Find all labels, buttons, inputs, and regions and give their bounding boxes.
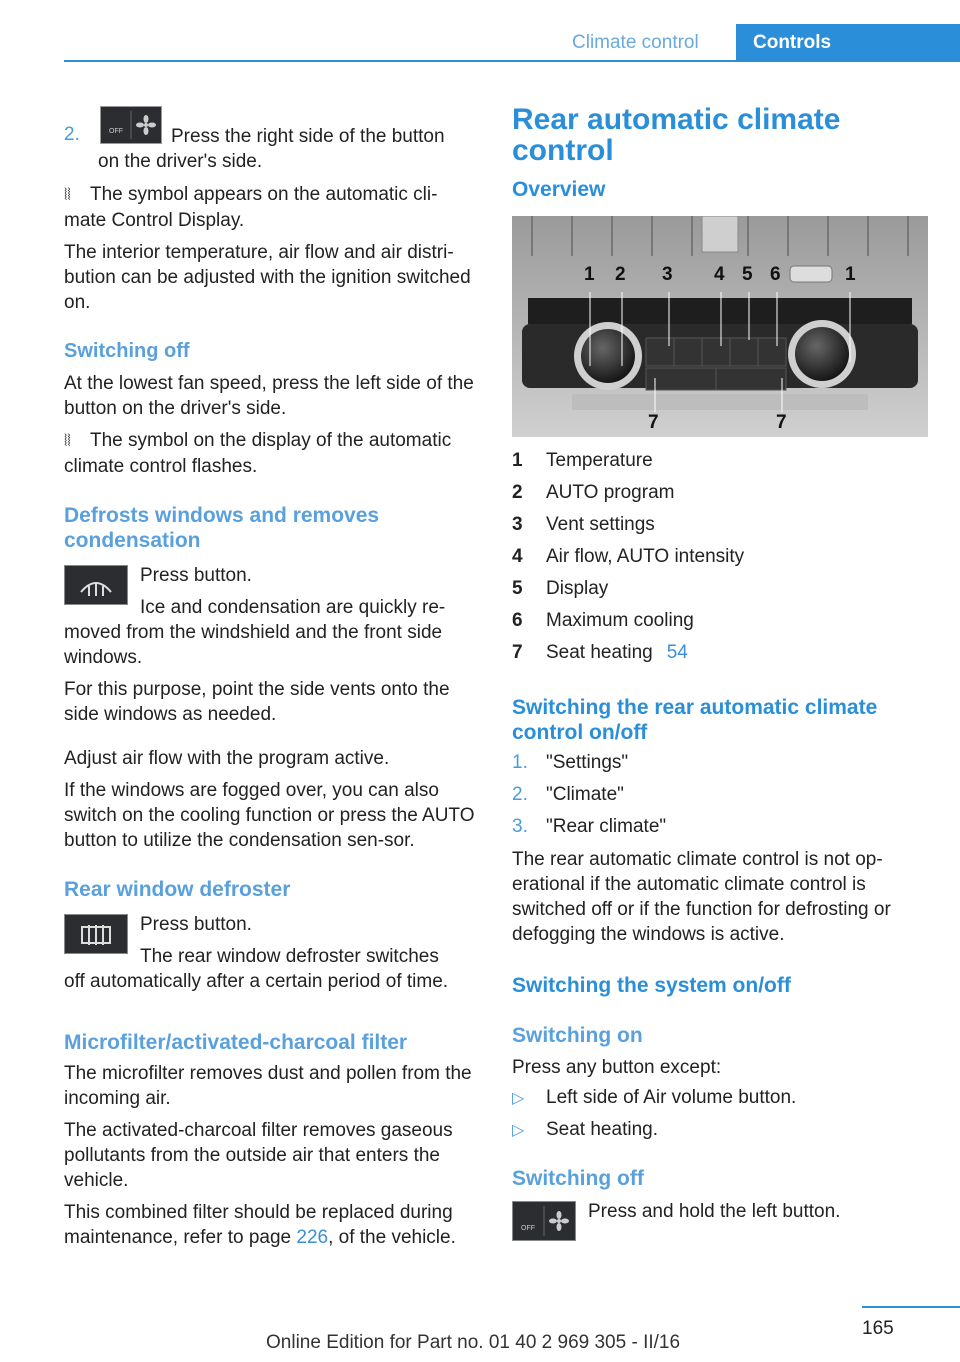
switching-on-paragraph: Press any button except: [512,1057,722,1078]
rear-defroster-heading: Rear window defroster [64,878,291,901]
microfilter-paragraph-3: This combined filter should be replaced during maintenance, refer to page 226, of the vehicle. [64,1202,456,1248]
defrost-paragraph-3: Adjust air flow with the program active. [64,748,390,769]
symbol-note-2: ⦚⦚ The symbol on the display of the automatic climate control flashes. [64,430,452,477]
figure-label-4: 4 [714,264,725,285]
heat-waves-icon: ⦚⦚ [64,433,71,450]
switching-off-paragraph-right: Press and hold the left button. [588,1201,841,1222]
figure-label-3: 3 [662,264,673,285]
footer-rule [862,1306,960,1308]
off-fan-button-icon [512,1201,576,1241]
legend-item: 5 Display [512,578,609,599]
system-onoff-heading: Switching the system on/off [512,974,791,997]
figure-label-5: 5 [742,264,753,285]
defrost-paragraph-4: If the windows are fogged over, you can also switch on the cooling function or press the AUTO button to utilize the condensation sen-sor. [64,780,475,851]
header-rule [64,60,960,62]
legend-list [512,445,928,669]
right-column [512,104,928,1247]
overview-heading: Overview [512,178,606,201]
step-2 [64,100,476,170]
legend-item: 2 AUTO program [512,482,675,503]
figure-label-7b: 7 [776,412,787,433]
symbol-note-1-cont: mate Control Display. [64,210,245,231]
switching-on-heading: Switching on [512,1024,643,1047]
rear-press: Press button. [140,914,252,935]
legend-item: 1 Temperature [512,450,653,471]
rear-climate-panel-figure [512,216,928,437]
switching-off-heading-right: Switching off [512,1167,644,1190]
microfilter-paragraph-1: The microfilter removes dust and pollen from the incoming air. [64,1063,472,1109]
step-item: 3. "Rear climate" [512,816,667,837]
rear-onoff-heading: Switching the rear automatic climate control on/off [512,696,878,744]
bullet-item: ▷ Seat heating. [512,1119,658,1140]
page-link-54[interactable]: 54 [666,642,688,663]
defrost-paragraph-1-cont: moved from the windshield and the front side windows. [64,622,443,668]
chapter-tab [736,24,960,62]
figure-label-2: 2 [615,264,626,285]
svg-text:OFF: OFF [521,1225,535,1232]
rear-climate-title: Rear automatic climate control [512,103,841,167]
legend-item: 6 Maximum cooling [512,610,694,631]
svg-text:OFF: OFF [109,128,123,135]
rear-defrost-button-icon [64,914,128,954]
left-column [64,100,476,1250]
page-header [0,0,960,62]
defrost-heading: Defrosts windows and removes condensation [64,504,380,552]
step-item: 2. "Climate" [512,784,624,805]
microfilter-heading: Microfilter/activated-charcoal filter [64,1031,408,1054]
page-link-226[interactable]: 226 [296,1227,329,1248]
step-item: 1. "Settings" [512,752,629,773]
page-number: 165 [862,1318,894,1339]
bullet-item: ▷ Left side of Air volume button. [512,1087,797,1108]
defrost-press: Press button. [140,565,252,586]
chapter-tab-label: Controls [753,32,832,53]
triangle-bullet-icon: ▷ [512,1090,525,1107]
defrost-paragraph-1: Ice and condensation are quickly re- [140,597,446,618]
legend-item: 7 Seat heating 54 [512,642,688,663]
interior-paragraph: The interior temperature, air flow and air distri-bution can be adjusted with the ignition switched on. [64,242,471,313]
triangle-bullet-icon: ▷ [512,1122,525,1139]
step-2-text-cont: on the driver's side. [98,151,263,172]
windshield-defrost-button-icon [64,565,128,605]
microfilter-paragraph-2: The activated-charcoal filter removes gaseous pollutants from the outside air that enters the vehicle. [64,1120,453,1191]
step-number: 2. [64,124,80,145]
defrost-paragraph-2: For this purpose, point the side vents onto the side windows as needed. [64,679,450,725]
rear-onoff-paragraph: The rear automatic climate control is not op-erational if the automatic climate control is switched off or if the function for defrosting or defogging the windows is active. [512,849,891,945]
figure-label-1: 1 [584,264,595,285]
rear-paragraph-1-cont: off automatically after a certain period of time. [64,971,449,992]
legend-item: 3 Vent settings [512,514,655,535]
step-2-text: Press the right side of the button [171,126,445,147]
figure-label-6: 6 [770,264,781,285]
heat-waves-icon: ⦚⦚ [64,187,71,204]
rear-paragraph-1: The rear window defroster switches [140,946,439,967]
section-title: Climate control [572,32,699,53]
symbol-note-1: ⦚⦚ The symbol appears on the automatic cli- [64,182,476,208]
figure-label-1b: 1 [845,264,856,285]
steps-list [512,747,928,843]
edition-note: Online Edition for Part no. 01 40 2 969 305 - II/16 [266,1332,681,1353]
switching-off-paragraph: At the lowest fan speed, press the left side of the button on the driver's side. [64,373,474,419]
legend-item: 4 Air flow, AUTO intensity [512,546,745,567]
off-fan-button-icon [100,106,162,144]
figure-label-7a: 7 [648,412,659,433]
switching-off-heading: Switching off [64,340,190,362]
